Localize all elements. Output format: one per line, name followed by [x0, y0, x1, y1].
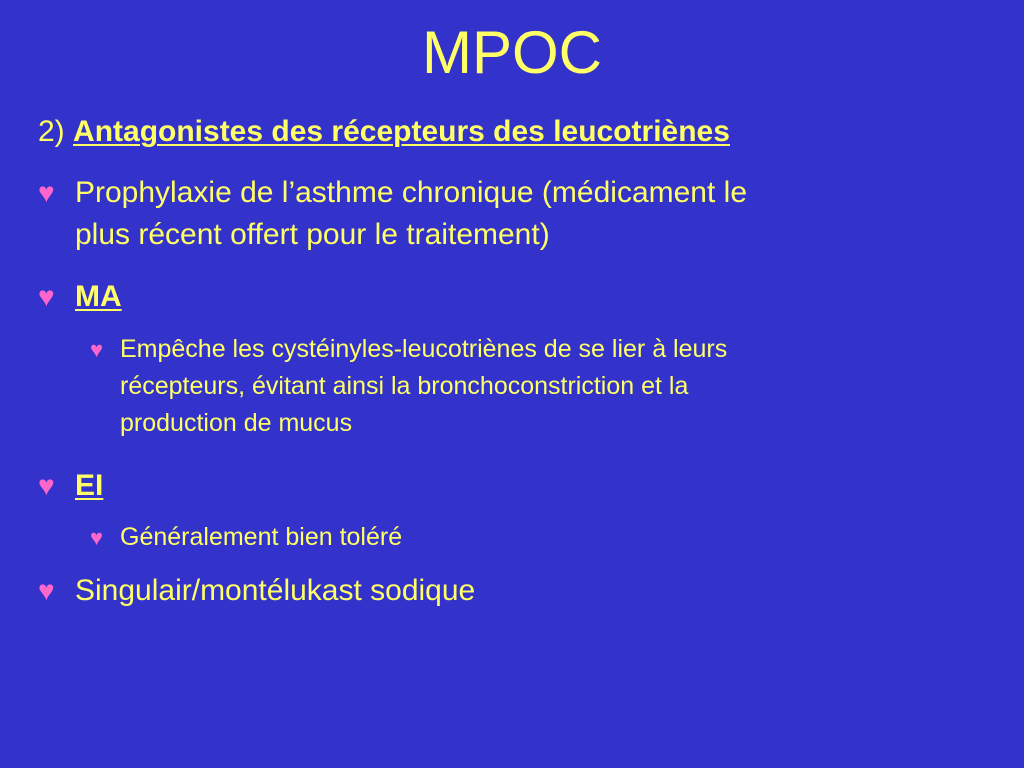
- sub-bullet-line: production de mucus: [120, 409, 353, 437]
- section-heading: [38, 112, 730, 152]
- sub-bullet-text: [120, 331, 727, 442]
- bullet-text: Singulair/montélukast sodique: [75, 574, 476, 607]
- section-heading-text: Antagonistes des récepteurs des leucotriènes: [73, 115, 730, 148]
- heart-bullet-icon: ♥: [38, 470, 55, 501]
- sub-bullet-line: récepteurs, évitant ainsi la bronchoconstriction et la: [120, 372, 689, 400]
- bullet-text: EI: [75, 469, 104, 502]
- heart-bullet-icon: ♥: [38, 281, 55, 312]
- heart-bullet-icon: ♥: [90, 337, 104, 362]
- slide-title: MPOC: [422, 19, 602, 86]
- sub-bullet-line: Empêche les cystéinyles-leucotriènes de se lier à leurs: [120, 335, 728, 363]
- bullet-text: [75, 172, 747, 256]
- bullet-line: Prophylaxie de l’asthme chronique (médicament le: [75, 176, 748, 209]
- section-number: 2): [38, 115, 65, 148]
- heart-bullet-icon: ♥: [38, 177, 55, 208]
- bullet-text: MA: [75, 280, 122, 313]
- heart-bullet-icon: ♥: [90, 525, 104, 550]
- sub-bullet-text: Généralement bien toléré: [120, 523, 403, 551]
- heart-bullet-icon: ♥: [38, 575, 55, 606]
- bullet-line: plus récent offert pour le traitement): [75, 218, 550, 251]
